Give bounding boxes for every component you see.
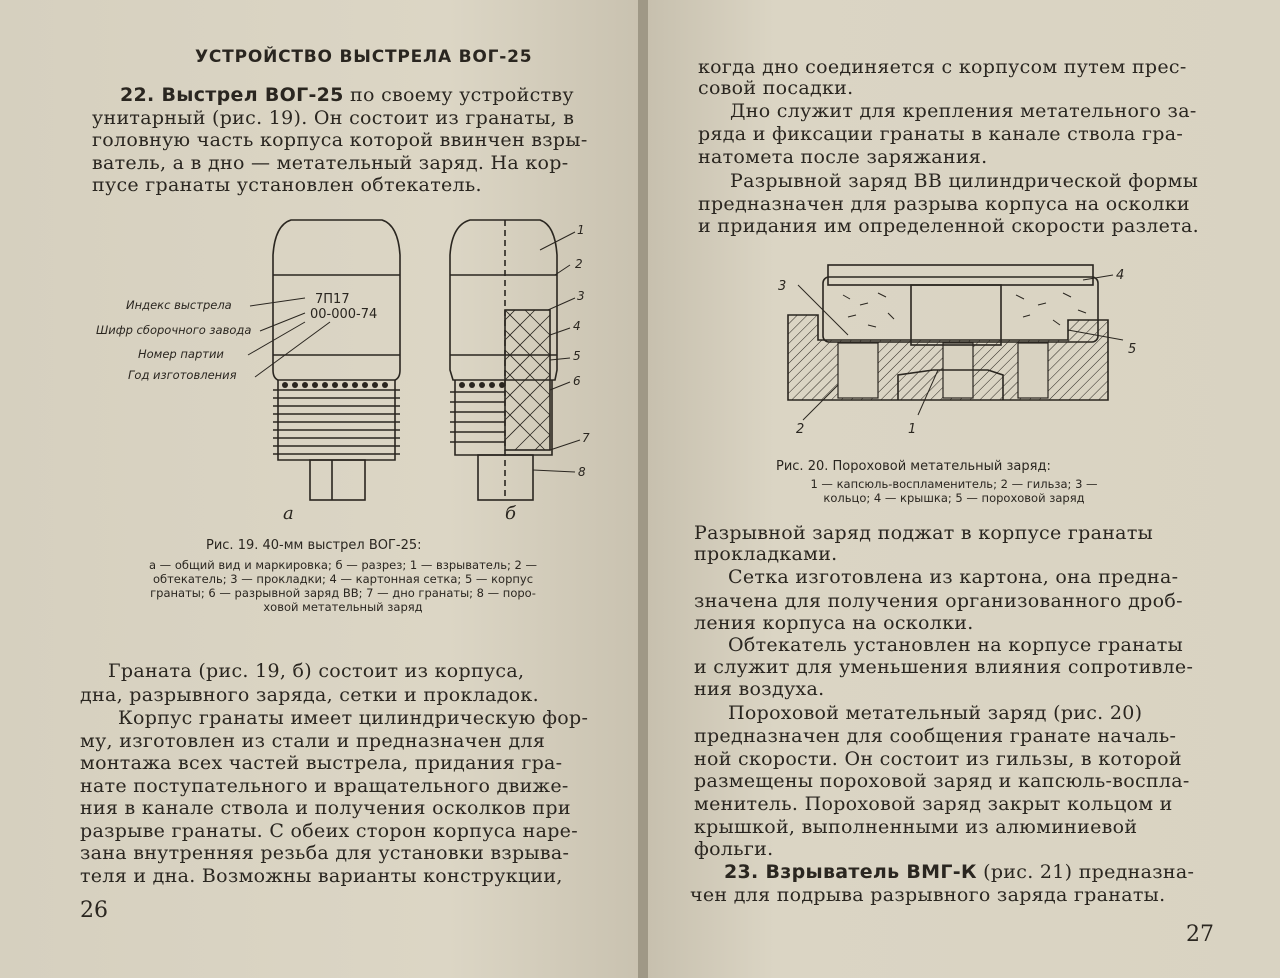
body-line-3: Корпус гранаты имеет цилиндрическую фор- bbox=[118, 707, 589, 729]
fig20-num-5: 5 bbox=[1128, 342, 1137, 357]
r-top-line-7: предназначен для разрыва корпуса на осколки bbox=[698, 193, 1190, 215]
body-line-7: ния в канале ствола и получения осколков при bbox=[80, 797, 571, 819]
r-body-line-6: Обтекатель установлен на корпусе гранаты bbox=[728, 634, 1184, 656]
r-top-line-6: Разрывной заряд ВВ цилиндрической формы bbox=[730, 170, 1199, 192]
fig19-caption-line-1: а — общий вид и маркировка; б — разрез; 1 — взрыватель; 2 — bbox=[148, 558, 537, 572]
fig20-num-3: 3 bbox=[778, 279, 787, 294]
r-top-line-5: натомета после заряжания. bbox=[698, 146, 988, 168]
fig20-num-2: 2 bbox=[796, 422, 805, 437]
r-body-line-3: Сетка изготовлена из картона, она предна- bbox=[728, 566, 1179, 588]
intro-line-4: ватель, а в дно — метательный заряд. На кор- bbox=[92, 152, 569, 174]
fig19-num-3: 3 bbox=[577, 289, 585, 303]
section-heading: УСТРОЙСТВО ВЫСТРЕЛА ВОГ-25 bbox=[195, 47, 533, 67]
intro-line-1: 22. Выстрел ВОГ-25 по своему устройству bbox=[120, 84, 574, 106]
r-top-line-8: и придания им определенной скорости разлета. bbox=[698, 215, 1199, 237]
fig19-num-1: 1 bbox=[577, 223, 585, 237]
intro-line-2: унитарный (рис. 19). Он состоит из гранаты, в bbox=[92, 107, 575, 129]
body-line-6: нате поступательного и вращательного движе- bbox=[80, 775, 569, 797]
r-body-line-13: менитель. Пороховой заряд закрыт кольцом и bbox=[694, 793, 1173, 815]
fig19-label-year: Год изготовления bbox=[128, 368, 237, 382]
fig19-label-batch: Номер партии bbox=[138, 347, 224, 361]
body-line-8: разрыве гранаты. С обеих сторон корпуса наре- bbox=[80, 820, 578, 842]
r-body-line-14: крышкой, выполненными из алюминиевой bbox=[694, 816, 1138, 838]
r-body-line-8: ния воздуха. bbox=[694, 678, 825, 700]
body-line-1: Граната (рис. 19, б) состоит из корпуса, bbox=[108, 660, 525, 682]
body-line-10: теля и дна. Возможны варианты конструкции, bbox=[80, 865, 563, 887]
fig20-caption-line-1: 1 — капсюль-воспламенитель; 2 — гильза; 3 — bbox=[810, 477, 1098, 491]
fig20-num-1: 1 bbox=[908, 422, 917, 437]
fig19-caption-line-4: ховой метательный заряд bbox=[263, 600, 423, 614]
page-number-right: 27 bbox=[1186, 922, 1214, 947]
body-line-9: зана внутренняя резьба для установки взрыва- bbox=[80, 842, 570, 864]
r-body-line-15: фольги. bbox=[694, 838, 774, 860]
fig19-caption-line-3: гранаты; 6 — разрывной заряд ВВ; 7 — дно гранаты; 8 — поро- bbox=[150, 586, 536, 600]
fig19-num-8: 8 bbox=[578, 465, 586, 479]
fig19-num-6: 6 bbox=[573, 374, 581, 388]
right-page bbox=[648, 0, 1280, 978]
body-line-5: монтажа всех частей выстрела, придания гра- bbox=[80, 752, 563, 774]
intro-lead: 22. Выстрел ВОГ-25 bbox=[120, 84, 344, 106]
fig19-num-4: 4 bbox=[573, 319, 581, 333]
figure-20-drawing bbox=[768, 255, 1168, 445]
marking-1: 7П17 bbox=[315, 292, 350, 307]
fig19-sub-b: б bbox=[505, 503, 516, 524]
intro-line-5: пусе гранаты установлен обтекатель. bbox=[92, 174, 482, 196]
r-top-line-4: ряда и фиксации гранаты в канале ствола гра- bbox=[698, 123, 1184, 145]
fig20-num-4: 4 bbox=[1116, 268, 1125, 283]
fig20-caption-title: Рис. 20. Пороховой метательный заряд: bbox=[776, 459, 1051, 474]
body-line-4: му, изготовлен из стали и предназначен для bbox=[80, 730, 546, 752]
fig20-caption-line-2: кольцо; 4 — крышка; 5 — пороховой заряд bbox=[823, 491, 1085, 505]
fig19-num-5: 5 bbox=[573, 349, 581, 363]
fig19-label-factory: Шифр сборочного завода bbox=[96, 323, 252, 337]
r-top-line-3: Дно служит для крепления метательного за- bbox=[730, 100, 1197, 122]
body-line-2: дна, разрывного заряда, сетки и прокладок. bbox=[80, 684, 539, 706]
fig19-label-index: Индекс выстрела bbox=[126, 298, 232, 312]
fuze-lead: 23. Взрыватель ВМГ-К bbox=[724, 861, 977, 883]
r-body-line-12: размещены пороховой заряд и капсюль-воспла- bbox=[694, 770, 1190, 792]
intro-line-3: головную часть корпуса которой ввинчен взры- bbox=[92, 129, 588, 151]
r-last-line-1: 23. Взрыватель ВМГ-К (рис. 21) предназна- bbox=[724, 861, 1195, 883]
r-top-line-1: когда дно соединяется с корпусом путем прес- bbox=[698, 56, 1187, 78]
r-body-line-9: Пороховой метательный заряд (рис. 20) bbox=[728, 702, 1143, 724]
r-body-line-11: ной скорости. Он состоит из гильзы, в которой bbox=[694, 748, 1182, 770]
r-body-line-2: прокладками. bbox=[694, 543, 838, 565]
fig19-caption-title: Рис. 19. 40-мм выстрел ВОГ-25: bbox=[206, 538, 422, 553]
r-body-line-10: предназначен для сообщения гранате началь- bbox=[694, 725, 1177, 747]
r-body-line-5: ления корпуса на осколки. bbox=[694, 612, 974, 634]
marking-2: 00-000-74 bbox=[310, 307, 378, 322]
fig19-caption-line-2: обтекатель; 3 — прокладки; 4 — картонная сетка; 5 — корпус bbox=[152, 572, 534, 586]
fig19-num-7: 7 bbox=[582, 431, 590, 445]
r-top-line-2: совой посадки. bbox=[698, 77, 854, 99]
page-number-left: 26 bbox=[80, 898, 108, 923]
fig19-sub-a: а bbox=[283, 503, 294, 524]
r-body-line-7: и служит для уменьшения влияния сопротивле- bbox=[694, 656, 1194, 678]
fig19-num-2: 2 bbox=[575, 257, 583, 271]
r-body-line-1: Разрывной заряд поджат в корпусе гранаты bbox=[694, 522, 1154, 544]
r-last-line-2: чен для подрыва разрывного заряда гранаты. bbox=[690, 884, 1166, 906]
r-body-line-4: значена для получения организованного дроб- bbox=[694, 590, 1183, 612]
